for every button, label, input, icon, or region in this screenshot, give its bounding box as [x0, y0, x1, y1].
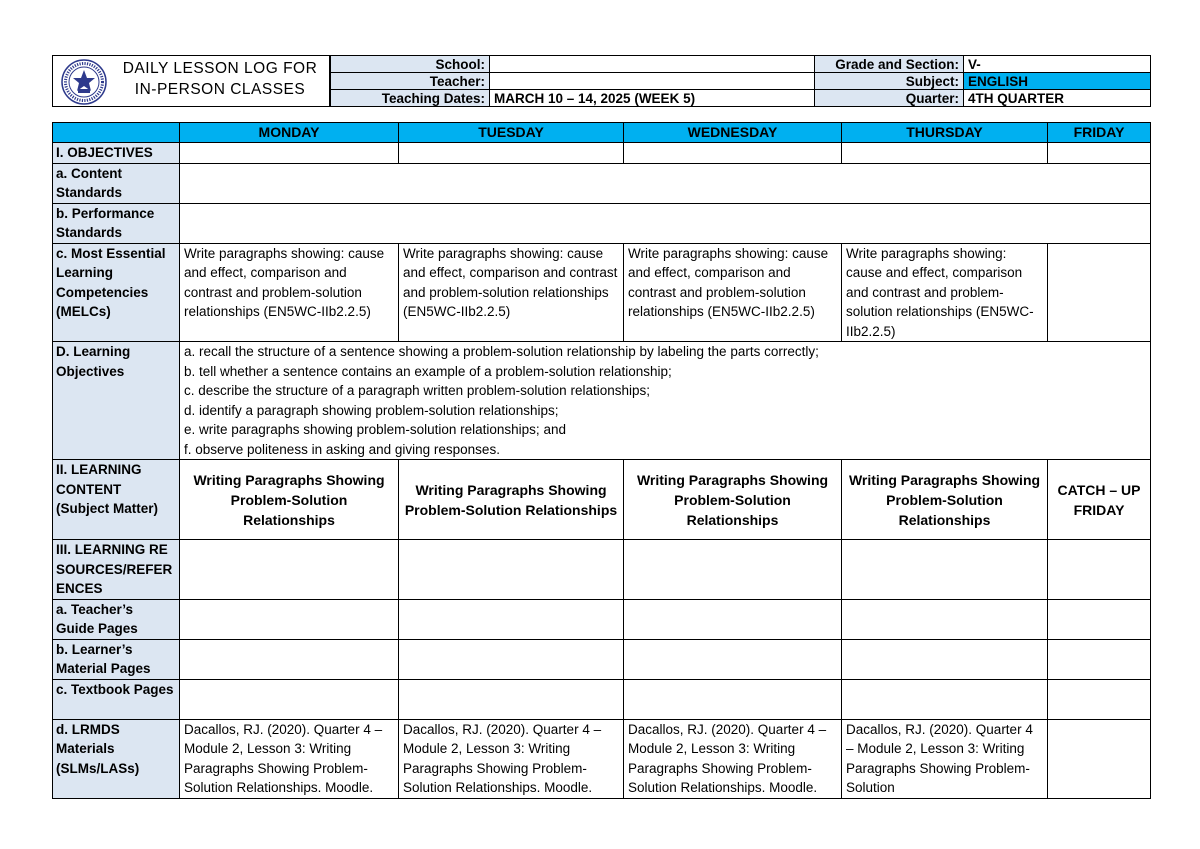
- cell-lm-thursday[interactable]: [842, 639, 1048, 679]
- row-label-learning-objectives: D. Learning Objectives: [53, 342, 180, 460]
- day-header-tuesday: TUESDAY: [399, 123, 624, 143]
- teacher-value[interactable]: [490, 73, 815, 90]
- cell-learning-objectives[interactable]: [180, 342, 1151, 460]
- objective-item: b. tell whether a sentence contains an example of a problem-solution relationship;: [184, 363, 672, 379]
- objective-item: c. describe the structure of a paragraph written problem-solution relationships;: [184, 383, 650, 398]
- cell-tg-thursday[interactable]: [842, 599, 1048, 639]
- day-header-wednesday: WEDNESDAY: [624, 123, 842, 143]
- cell-lm-wednesday[interactable]: [624, 639, 842, 679]
- row-label-learning-resources: III. LEARNING RESOURCES/REFERENCES: [53, 540, 180, 600]
- cell-textbook-friday[interactable]: [1048, 679, 1151, 719]
- header: [52, 55, 1150, 107]
- cell-lrmds-friday[interactable]: [1048, 719, 1151, 798]
- table-row: [53, 163, 1151, 203]
- cell-content-standards[interactable]: [180, 163, 1151, 203]
- cell-lrmds-thursday[interactable]: Dacallos, RJ. (2020). Quarter 4 – Module 2, Lesson 3: Writing Paragraphs Showing Problem-Solution: [842, 719, 1048, 798]
- table-row: [53, 243, 1151, 342]
- row-label-performance-standards: b. Performance Standards: [53, 203, 180, 243]
- table-row: [53, 719, 1151, 798]
- row-label-lrmds: d. LRMDS Materials (SLMs/LASs): [53, 719, 180, 798]
- grade-value[interactable]: V-: [964, 56, 1151, 73]
- cell-melc-tuesday[interactable]: Write paragraphs showing: cause and effect, comparison and contrast and problem-solution relationships (EN5WC-IIb2.2.5): [399, 243, 624, 342]
- cell-melc-friday[interactable]: [1048, 243, 1151, 342]
- cell-lm-monday[interactable]: [180, 639, 399, 679]
- row-label-learners-material: b. Learner’s Material Pages: [53, 639, 180, 679]
- corner-cell: [53, 123, 180, 143]
- dates-value[interactable]: MARCH 10 – 14, 2025 (WEEK 5): [490, 90, 815, 107]
- objective-item: e. write paragraphs showing problem-solution relationships; and: [184, 422, 566, 437]
- cell-lrmds-monday[interactable]: Dacallos, RJ. (2020). Quarter 4 – Module 2, Lesson 3: Writing Paragraphs Showing Problem-Solution Relationships. Moodle.: [180, 719, 399, 798]
- table-row: [53, 540, 1151, 600]
- cell-lm-tuesday[interactable]: [399, 639, 624, 679]
- grade-label: Grade and Section:: [815, 56, 964, 73]
- header-title: [111, 58, 329, 100]
- cell-objectives-friday[interactable]: [1048, 143, 1151, 164]
- row-label-learning-content: II. LEARNING CONTENT (Subject Matter): [53, 460, 180, 540]
- school-value[interactable]: [490, 56, 815, 73]
- cell-lrmds-wednesday[interactable]: Dacallos, RJ. (2020). Quarter 4 – Module 2, Lesson 3: Writing Paragraphs Showing Problem-Solution Relationships. Moodle.: [624, 719, 842, 798]
- cell-resources-thursday[interactable]: [842, 540, 1048, 600]
- table-row: [53, 342, 1151, 460]
- row-label-teachers-guide: a. Teacher’s Guide Pages: [53, 599, 180, 639]
- header-title-box: [52, 55, 330, 107]
- table-row: [53, 679, 1151, 719]
- cell-objectives-tuesday[interactable]: [399, 143, 624, 164]
- lesson-table: [52, 122, 1151, 799]
- cell-tg-monday[interactable]: [180, 599, 399, 639]
- cell-resources-wednesday[interactable]: [624, 540, 842, 600]
- cell-melc-wednesday[interactable]: Write paragraphs showing: cause and effect, comparison and contrast and problem-solution relationships (EN5WC-IIb2.2.5): [624, 243, 842, 342]
- cell-tg-tuesday[interactable]: [399, 599, 624, 639]
- row-label-melcs: c. Most Essential Learning Competencies (MELCs): [53, 243, 180, 342]
- table-row: [53, 599, 1151, 639]
- cell-lm-friday[interactable]: [1048, 639, 1151, 679]
- cell-topic-wednesday[interactable]: Writing Paragraphs Showing Problem-Solution Relationships: [624, 460, 842, 540]
- cell-resources-friday[interactable]: [1048, 540, 1151, 600]
- cell-tg-wednesday[interactable]: [624, 599, 842, 639]
- quarter-label: Quarter:: [815, 90, 964, 107]
- row-label-objectives: I. OBJECTIVES: [53, 143, 180, 164]
- cell-melc-thursday[interactable]: Write paragraphs showing: cause and effect, comparison and contrast and problem-solution relationships (EN5WC-IIb2.2.5): [842, 243, 1048, 342]
- cell-melc-monday[interactable]: Write paragraphs showing: cause and effect, comparison and contrast and problem-solution relationships (EN5WC-IIb2.2.5): [180, 243, 399, 342]
- quarter-value[interactable]: 4TH QUARTER: [964, 90, 1151, 107]
- cell-objectives-thursday[interactable]: [842, 143, 1048, 164]
- cell-textbook-wednesday[interactable]: [624, 679, 842, 719]
- objective-item: d. identify a paragraph showing problem-solution relationships;: [184, 402, 559, 418]
- cell-textbook-tuesday[interactable]: [399, 679, 624, 719]
- table-row: [53, 639, 1151, 679]
- teacher-label: Teacher:: [331, 73, 490, 90]
- cell-resources-monday[interactable]: [180, 540, 399, 600]
- cell-lrmds-tuesday[interactable]: Dacallos, RJ. (2020). Quarter 4 – Module 2, Lesson 3: Writing Paragraphs Showing Problem-Solution Relationships. Moodle.: [399, 719, 624, 798]
- dates-label: Teaching Dates:: [331, 90, 490, 107]
- header-title-line1: DAILY LESSON LOG FOR: [122, 60, 318, 77]
- cell-objectives-wednesday[interactable]: [624, 143, 842, 164]
- cell-resources-tuesday[interactable]: [399, 540, 624, 600]
- subject-label: Subject:: [815, 73, 964, 90]
- day-header-friday: FRIDAY: [1048, 123, 1151, 143]
- school-label: School:: [331, 56, 490, 73]
- row-label-content-standards: a. Content Standards: [53, 163, 180, 203]
- cell-objectives-monday[interactable]: [180, 143, 399, 164]
- table-row: [53, 460, 1151, 540]
- objective-item: a. recall the structure of a sentence showing a problem-solution relationship by labeling the parts correctly;: [184, 344, 819, 359]
- table-row: [53, 203, 1151, 243]
- cell-topic-tuesday[interactable]: Writing Paragraphs Showing Problem-Solution Relationships: [399, 460, 624, 540]
- row-label-textbook: c. Textbook Pages: [53, 679, 180, 719]
- subject-value[interactable]: ENGLISH: [964, 73, 1151, 90]
- deped-seal-icon: [61, 59, 107, 105]
- header-title-line2: IN-PERSON CLASSES: [134, 81, 306, 98]
- cell-topic-monday[interactable]: Writing Paragraphs Showing Problem-Solution Relationships: [180, 460, 399, 540]
- day-header-monday: MONDAY: [180, 123, 399, 143]
- table-row: [53, 143, 1151, 164]
- cell-tg-friday[interactable]: [1048, 599, 1151, 639]
- cell-textbook-monday[interactable]: [180, 679, 399, 719]
- cell-topic-thursday[interactable]: Writing Paragraphs Showing Problem-Solution Relationships: [842, 460, 1048, 540]
- days-header-row: [53, 123, 1151, 143]
- objective-item: f. observe politeness in asking and giving responses.: [184, 441, 500, 457]
- day-header-thursday: THURSDAY: [842, 123, 1048, 143]
- cell-topic-friday[interactable]: CATCH – UP FRIDAY: [1048, 460, 1151, 540]
- info-table: [330, 55, 1151, 107]
- cell-performance-standards[interactable]: [180, 203, 1151, 243]
- cell-textbook-thursday[interactable]: [842, 679, 1048, 719]
